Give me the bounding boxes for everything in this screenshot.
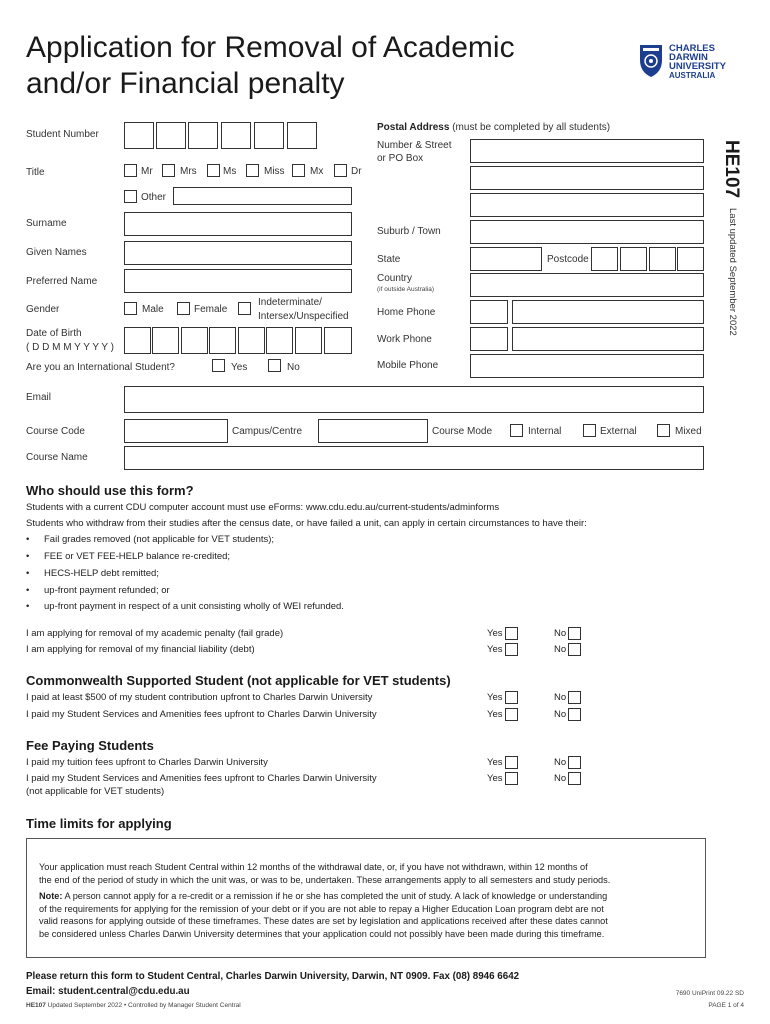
csp-item-2-yes-checkbox[interactable] [505,708,518,721]
course-name-input[interactable] [124,446,704,470]
time-p1-line1: Your application must reach Student Central within 12 months of the withdrawal date, or, if you have not withdrawn, within 12 months of [39,862,588,872]
title-mr-label: Mr [141,166,153,177]
footer-print-code: 7690 UniPrint 09.22 SD [675,990,744,997]
title-other-input[interactable] [173,187,352,205]
who-bullet: • up-front payment in respect of a unit consisting wholly of WEI refunded. [44,601,344,612]
course-name-label: Course Name [26,452,88,463]
fee-item-1: I paid my tuition fees upfront to Charles Darwin University [26,757,268,768]
page-title [26,30,515,102]
international-label: Are you an International Student? [26,362,175,373]
footer-return: Please return this form to Student Central, Charles Darwin University, Darwin, NT 0909. Fax (08) 8946 6642 [26,971,520,982]
gender-indeterminate-checkbox[interactable] [238,302,251,315]
footer-email: Email: student.central@cdu.edu.au [26,986,190,997]
mode-external-checkbox[interactable] [583,424,596,437]
fee-item-2-note: (not applicable for VET students) [26,786,165,797]
logo-line-2: DARWIN [669,52,708,63]
student-number-digit[interactable] [156,122,186,149]
postal-address-note: (must be completed by all students) [452,122,611,133]
fee-item-2-yes-checkbox[interactable] [505,772,518,785]
address-line-3-input[interactable] [470,193,704,217]
course-code-input[interactable] [124,419,228,443]
title-miss-checkbox[interactable] [246,164,259,177]
mode-mixed-label: Mixed [675,426,702,437]
student-number-digit[interactable] [124,122,154,149]
suburb-label: Suburb / Town [377,226,441,237]
home-phone-label: Home Phone [377,307,436,318]
csp-heading: Commonwealth Supported Student (not applicable for VET students) [26,673,451,688]
address-line-1-input[interactable] [470,139,704,163]
preferred-name-input[interactable] [124,269,352,293]
fee-item-2: I paid my Student Services and Amenities fees upfront to Charles Darwin University [26,773,377,784]
fee-item-1-no-checkbox[interactable] [568,756,581,769]
applying-financial-yes-checkbox[interactable] [505,643,518,656]
fee-item-1-yes-checkbox[interactable] [505,756,518,769]
gender-indeterminate-label-1: Indeterminate/ [258,297,322,308]
title-other-checkbox[interactable] [124,190,137,203]
dob-digit[interactable] [209,327,236,354]
csp-item-1-yes-checkbox[interactable] [505,691,518,704]
dob-digit[interactable] [295,327,322,354]
cdu-crest-icon [639,44,663,78]
no-label: No [554,628,567,639]
time-p2-line1 [39,890,699,903]
mobile-phone-label: Mobile Phone [377,360,439,371]
mode-external-label: External [600,426,637,437]
applying-financial: I am applying for removal of my financial liability (debt) [26,644,255,655]
dob-label-1: Date of Birth [26,328,82,339]
cdu-logo [639,42,749,82]
postcode-digit[interactable] [677,247,704,271]
country-input[interactable] [470,273,704,297]
yes-label: Yes [487,709,503,720]
logo-line-1: CHARLES [669,43,715,54]
gender-female-label: Female [194,304,228,315]
who-line-2: Students who withdraw from their studies after the census date, or have failed a unit, can apply in certain circumstances to have their: [26,518,587,529]
mode-internal-checkbox[interactable] [510,424,523,437]
street-label-2: or PO Box [377,153,424,164]
logo-line-4: AUSTRALIA [669,71,716,80]
street-label-1: Number & Street [377,140,452,151]
title-line-1: Application for Removal of Academic [26,31,515,64]
home-phone-input[interactable] [512,300,704,324]
time-limits-box [26,838,706,958]
time-p2-line3: valid reasons for applying outside of these timeframes. These dates are set by legislation and applications received after these dates cannot [39,916,608,926]
csp-item-2-no-checkbox[interactable] [568,708,581,721]
footer-left-text: Updated September 2022 • Controlled by Manager Student Central [45,1002,241,1009]
work-phone-area-input[interactable] [470,327,508,351]
student-number-digit[interactable] [254,122,284,149]
who-heading: Who should use this form? [26,483,194,498]
footer-left [26,1002,241,1009]
title-dr-label: Dr [351,166,362,177]
international-yes-label: Yes [231,362,248,373]
title-ms-checkbox[interactable] [207,164,220,177]
email-label: Email [26,392,52,403]
title-mx-checkbox[interactable] [292,164,305,177]
yes-label: Yes [487,757,503,768]
applying-academic-yes-checkbox[interactable] [505,627,518,640]
suburb-input[interactable] [470,220,704,244]
country-note: (if outside Australia) [377,286,435,293]
dob-digit[interactable] [181,327,208,354]
dob-digit[interactable] [238,327,265,354]
campus-input[interactable] [318,419,428,443]
time-p2-line2: of the requirements for applying for the remission of your debt or if you are not able to repay a Higher Education Loan program debt are not [39,903,604,914]
student-number-digit[interactable] [188,122,218,149]
work-phone-label: Work Phone [377,334,432,345]
home-phone-area-input[interactable] [470,300,508,324]
postcode-digit[interactable] [649,247,676,271]
applying-academic: I am applying for removal of my academic penalty (fail grade) [26,628,284,639]
international-no-checkbox[interactable] [268,359,281,372]
footer-form-code: HE107 [26,1002,46,1009]
no-label: No [554,709,567,720]
title-line-2: and/or Financial penalty [26,67,345,100]
time-heading: Time limits for applying [26,816,172,831]
mode-internal-label: Internal [528,426,562,437]
csp-item-1: I paid at least $500 of my student contribution upfront to Charles Darwin University [26,692,373,703]
dob-digit[interactable] [266,327,293,354]
who-bullet: • HECS-HELP debt remitted; [44,568,159,579]
country-label: Country [377,273,413,284]
work-phone-input[interactable] [512,327,704,351]
title-mx-label: Mx [310,166,324,177]
title-label: Title [26,167,45,178]
gender-male-checkbox[interactable] [124,302,137,315]
gender-indeterminate-label-2: Intersex/Unspecified [258,311,349,322]
title-dr-checkbox[interactable] [334,164,347,177]
title-mrs-checkbox[interactable] [162,164,175,177]
no-label: No [554,692,567,703]
last-updated: Last updated September 2022 [727,208,738,336]
fee-item-2-no-checkbox[interactable] [568,772,581,785]
time-p2-line1-text: A person cannot apply for a re-credit or a remission if he or she has completed the unit of study. A lack of knowledge or understanding [62,891,608,901]
given-names-label: Given Names [26,247,87,258]
who-bullet: • Fail grades removed (not applicable for VET students); [44,534,274,545]
postcode-label: Postcode [547,254,589,265]
course-mode-label: Course Mode [432,426,493,437]
address-line-2-input[interactable] [470,166,704,190]
state-input[interactable] [470,247,542,271]
dob-digit[interactable] [324,327,352,354]
fee-heading: Fee Paying Students [26,738,154,753]
given-names-input[interactable] [124,241,352,265]
gender-female-checkbox[interactable] [177,302,190,315]
title-miss-label: Miss [264,166,285,177]
csp-item-1-no-checkbox[interactable] [568,691,581,704]
title-other-label: Other [141,192,167,203]
logo-line-3: UNIVERSITY [669,61,727,72]
who-line-1: Students with a current CDU computer account must use eForms: www.cdu.edu.au/current-students/adminforms [26,502,500,513]
form-code: HE107 [721,140,742,199]
dob-digit[interactable] [124,327,151,354]
who-bullet: • FEE or VET FEE-HELP balance re-credited; [44,551,230,562]
applying-financial-no-checkbox[interactable] [568,643,581,656]
note-label: Note: [39,891,63,901]
yes-label: Yes [487,644,503,655]
title-mrs-label: Mrs [180,166,197,177]
applying-academic-no-checkbox[interactable] [568,627,581,640]
postcode-digit[interactable] [620,247,647,271]
yes-label: Yes [487,628,503,639]
mobile-phone-input[interactable] [470,354,704,378]
title-mr-checkbox[interactable] [124,164,137,177]
state-label: State [377,254,401,265]
international-yes-checkbox[interactable] [212,359,225,372]
postal-address-heading [377,122,610,133]
dob-digit[interactable] [152,327,179,354]
mode-mixed-checkbox[interactable] [657,424,670,437]
surname-label: Surname [26,218,67,229]
time-p1-line2: the end of the period of study in which the unit was, or was to be, undertaken. These arrangements apply to all semesters and study periods. [39,874,611,885]
no-label: No [554,757,567,768]
preferred-name-label: Preferred Name [26,276,98,287]
student-number-digit[interactable] [287,122,317,149]
surname-input[interactable] [124,212,352,236]
campus-label: Campus/Centre [232,426,303,437]
course-code-label: Course Code [26,426,85,437]
dob-label-2: ( D D M M Y Y Y Y ) [26,342,115,353]
yes-label: Yes [487,692,503,703]
postal-address-label: Postal Address [377,122,450,133]
csp-item-2: I paid my Student Services and Amenities fees upfront to Charles Darwin University [26,709,377,720]
gender-male-label: Male [142,304,164,315]
no-label: No [554,773,567,784]
no-label: No [554,644,567,655]
student-number-label: Student Number [26,129,99,140]
student-number-digit[interactable] [221,122,251,149]
title-ms-label: Ms [223,166,237,177]
postcode-digit[interactable] [591,247,618,271]
time-p2-line4: be considered unless Charles Darwin University determines that your application could not possibly have been made during this timeframe. [39,928,605,939]
international-no-label: No [287,362,300,373]
who-bullet: • up-front payment refunded; or [44,585,170,596]
gender-label: Gender [26,304,60,315]
yes-label: Yes [487,773,503,784]
email-input[interactable] [124,386,704,413]
footer-page-number: PAGE 1 of 4 [708,1002,744,1009]
